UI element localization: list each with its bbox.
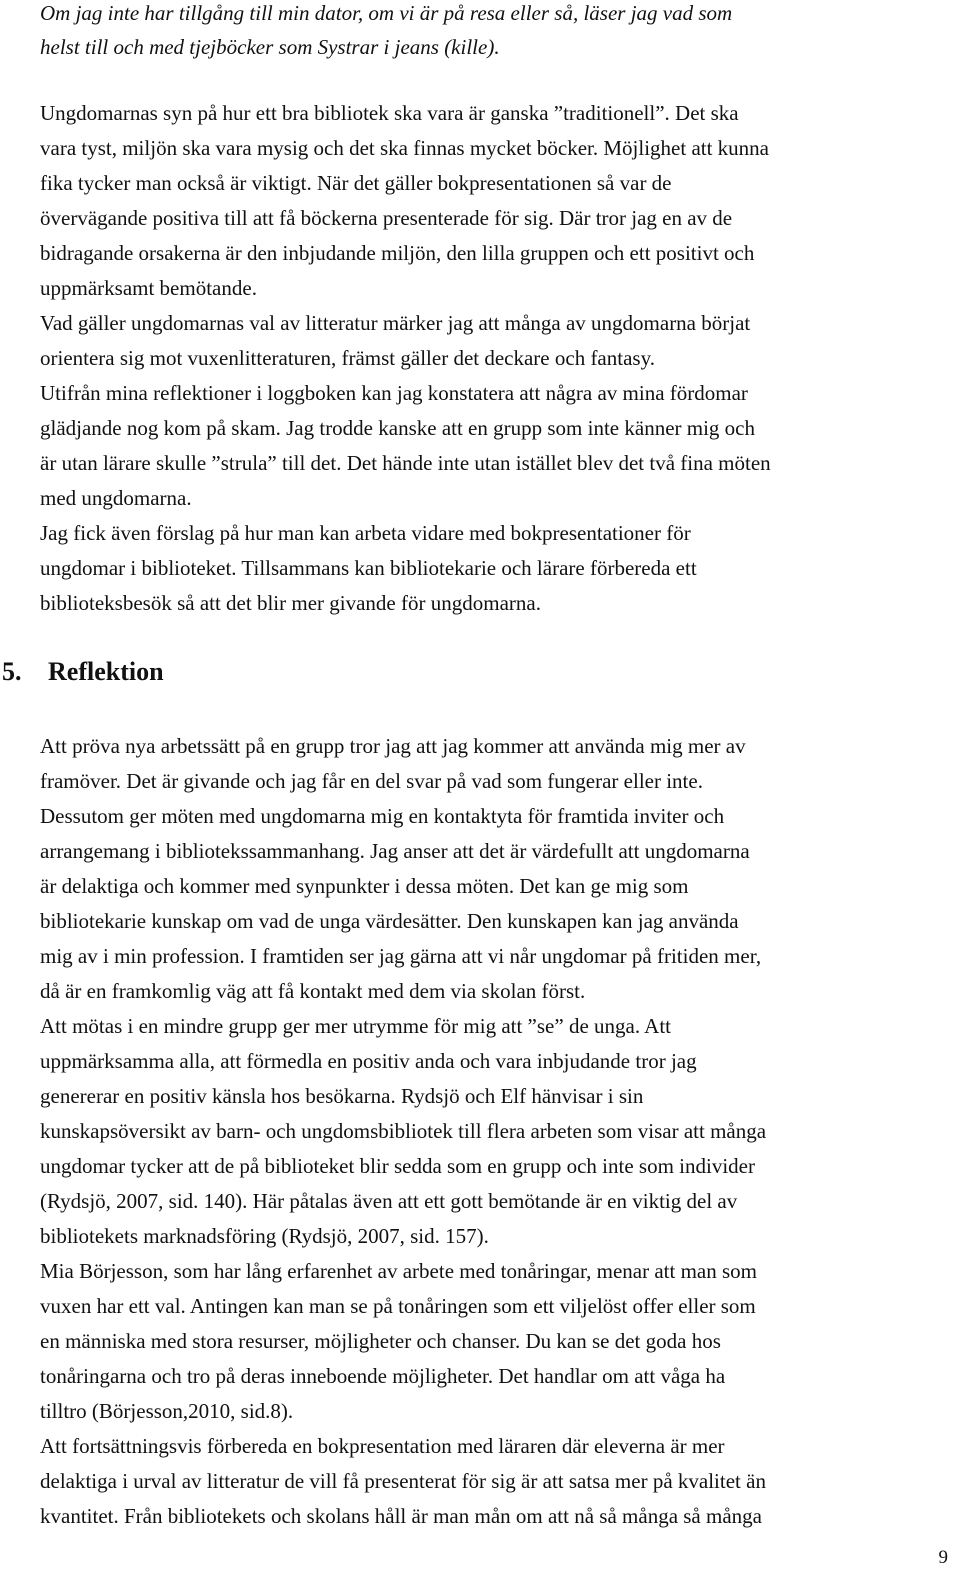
text-line: tonåringarna och tro på deras inneboende möjligheter. Det handlar om att våga ha [40,1364,726,1388]
text-line: Att fortsättningsvis förbereda en bokpresentation med läraren där eleverna är mer [40,1434,725,1458]
text-line: kunskapsöversikt av barn- och ungdomsbibliotek till flera arbeten som visar att många [40,1119,767,1143]
text-line: vara tyst, miljön ska vara mysig och det ska finnas mycket böcker. Möjlighet att kunna [40,136,770,160]
text-line: bibliotekets marknadsföring (Rydsjö, 2007, sid. 157). [40,1224,489,1248]
text-line: mig av i min profession. I framtiden ser jag gärna att vi når ungdomar på fritiden mer, [40,944,762,968]
text-line: helst till och med tjejböcker som Systrar i jeans (kille). [40,35,500,59]
section-number: 5. [2,657,22,686]
text-line: Dessutom ger möten med ungdomarna mig en kontaktyta för framtida inviter och [40,804,725,828]
text-line: är delaktiga och kommer med synpunkter i dessa möten. Det kan ge mig som [40,874,689,898]
text-line: är utan lärare skulle ”strula” till det. Det hände inte utan istället blev det två fina möten [40,451,771,475]
text-line: övervägande positiva till att få böckerna presenterade för sig. Där tror jag en av de [40,206,733,230]
text-line: arrangemang i bibliotekssammanhang. Jag anser att det är värdefullt att ungdomarna [40,839,750,863]
text-line: tilltro (Börjesson,2010, sid.8). [40,1399,294,1423]
text-line: Att pröva nya arbetssätt på en grupp tror jag att jag kommer att använda mig mer av [40,734,746,758]
text-line: bibliotekarie kunskap om vad de unga värdesätter. Den kunskapen kan jag använda [40,909,739,933]
text-line: ungdomar tycker att de på biblioteket blir sedda som en grupp och inte som individer [40,1154,755,1178]
text-line: Vad gäller ungdomarnas val av litteratur märker jag att många av ungdomarna börjat [40,311,751,335]
text-line: framöver. Det är givande och jag får en del svar på vad som fungerar eller inte. [40,769,703,793]
text-line: (Rydsjö, 2007, sid. 140). Här påtalas även att ett gott bemötande är en viktig del av [40,1189,738,1213]
text-line: med ungdomarna. [40,486,192,510]
text-line: genererar en positiv känsla hos besökarna. Rydsjö och Elf hänvisar i sin [40,1084,644,1108]
text-line: uppmärksamma alla, att förmedla en positiv anda och vara inbjudande tror jag [40,1049,697,1073]
text-line: Att mötas i en mindre grupp ger mer utrymme för mig att ”se” de unga. Att [40,1014,672,1038]
text-line: delaktiga i urval av litteratur de vill få presenterat för sig är att satsa mer på kvalitet än [40,1469,766,1493]
text-line: en människa med stora resurser, möjligheter och chanser. Du kan se det goda hos [40,1329,721,1353]
text-line: Om jag inte har tillgång till min dator, om vi är på resa eller så, läser jag vad som [40,1,733,25]
section-title: Reflektion [48,657,164,686]
text-line: vuxen har ett val. Antingen kan man se på tonåringen som ett viljelöst offer eller som [40,1294,756,1318]
text-line: Mia Börjesson, som har lång erfarenhet av arbete med tonåringar, menar att man som [40,1259,757,1283]
text-line: biblioteksbesök så att det blir mer givande för ungdomarna. [40,591,541,615]
text-line: uppmärksamt bemötande. [40,276,257,300]
section-heading [2,652,164,692]
text-line: glädjande nog kom på skam. Jag trodde kanske att en grupp som inte känner mig och [40,416,755,440]
text-line: orientera sig mot vuxenlitteraturen, främst gäller det deckare och fantasy. [40,346,655,370]
text-line: fika tycker man också är viktigt. När det gäller bokpresentationen så var de [40,171,672,195]
text-line: Ungdomarnas syn på hur ett bra bibliotek ska vara är ganska ”traditionell”. Det ska [40,101,739,125]
text-line: då är en framkomlig väg att få kontakt med dem via skolan först. [40,979,586,1003]
text-line: Utifrån mina reflektioner i loggboken kan jag konstatera att några av mina fördomar [40,381,748,405]
text-line: bidragande orsakerna är den inbjudande miljön, den lilla gruppen och ett positivt och [40,241,755,265]
text-line: Jag fick även förslag på hur man kan arbeta vidare med bokpresentationer för [40,521,691,545]
text-line: kvantitet. Från bibliotekets och skolans håll är man mån om att nå så många så många [40,1504,762,1528]
text-line: ungdomar i biblioteket. Tillsammans kan bibliotekarie och lärare förbereda ett [40,556,697,580]
page-number: 9 [938,1547,948,1568]
